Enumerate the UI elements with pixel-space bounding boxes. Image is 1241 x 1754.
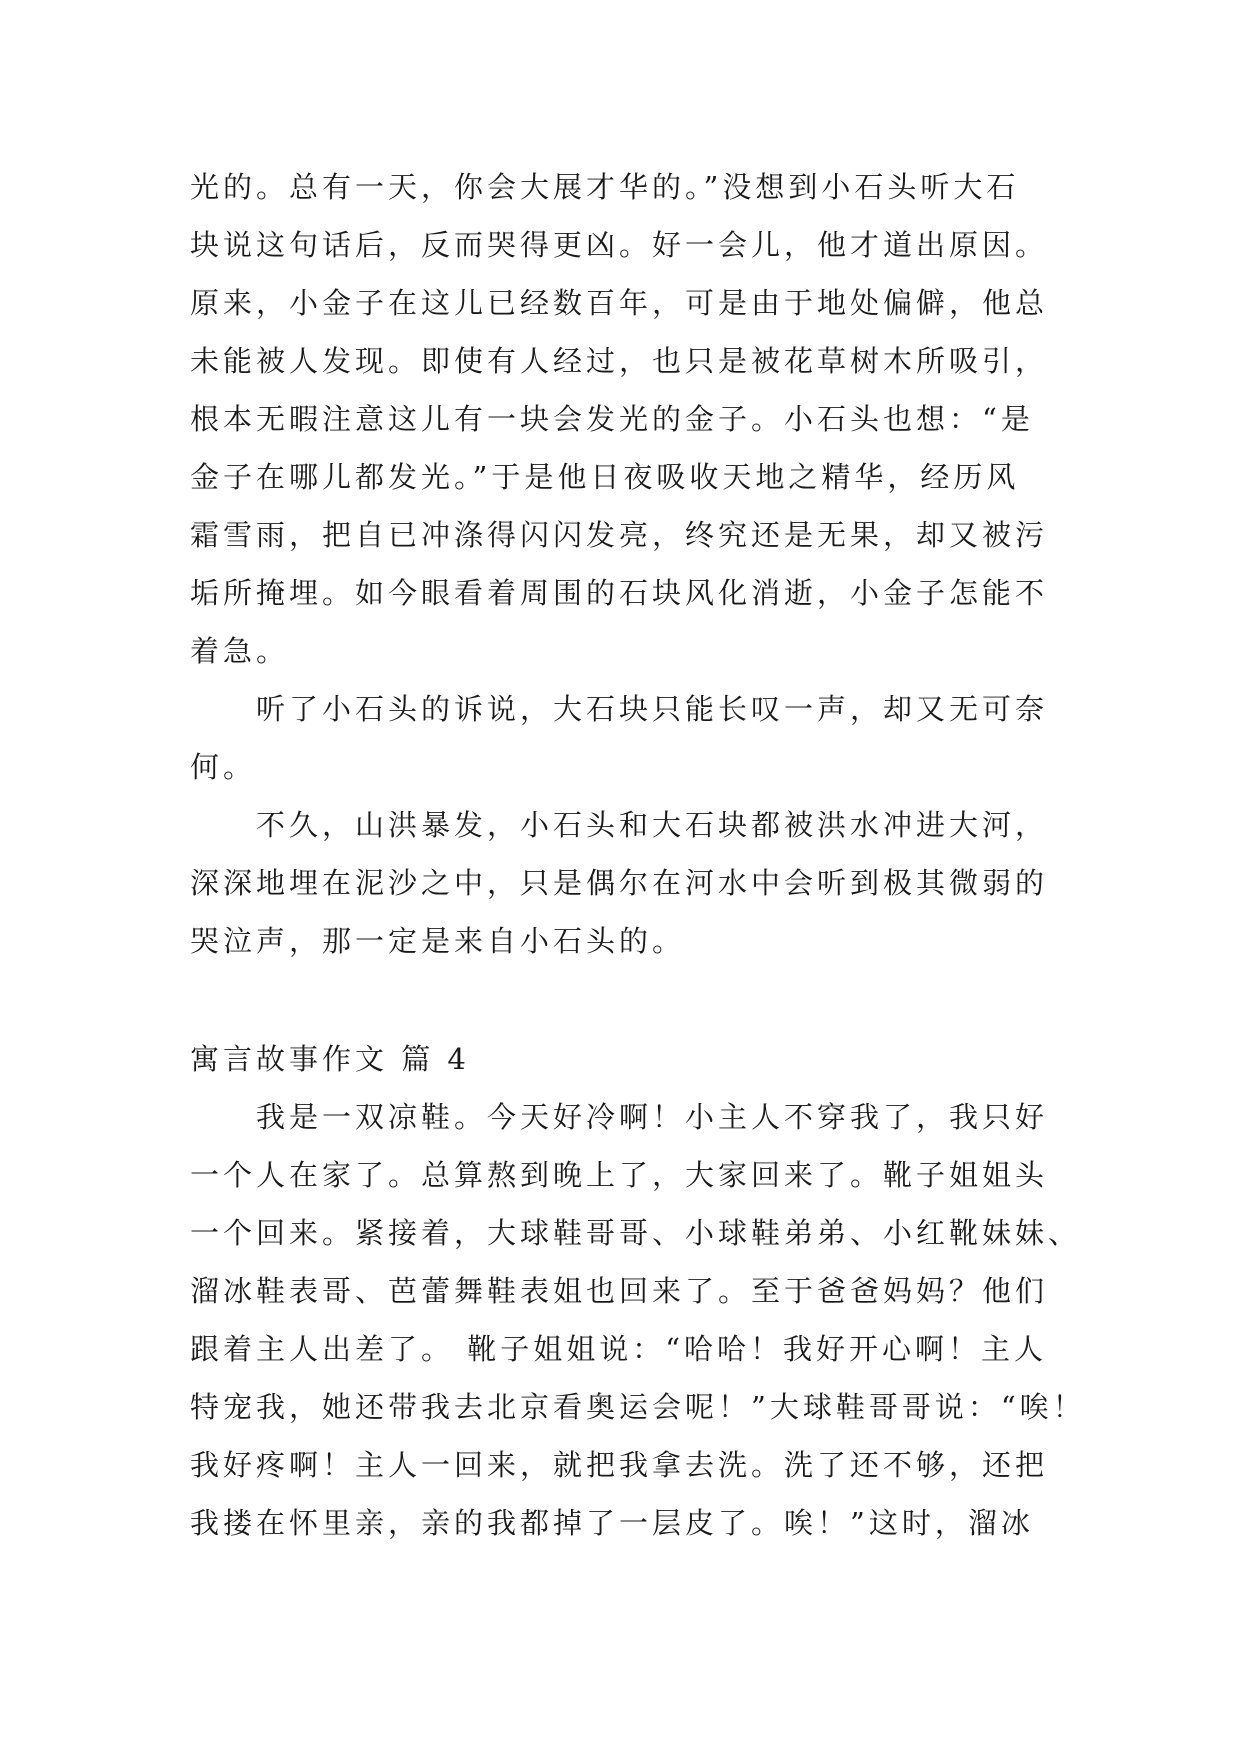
section-heading-block	[190, 1030, 1070, 1088]
text-line: 何。	[190, 750, 257, 784]
paragraph-start-line: 听了小石头的诉说，大石块只能长叹一声，却又无可奈	[256, 692, 1049, 726]
text-line: 哭泣声，那一定是来自小石头的。	[190, 924, 686, 958]
text-line: 光的。总有一天，你会大展才华的。”没想到小石头听大石	[190, 170, 1020, 204]
paragraph-start-line: 不久，山洪暴发，小石头和大石块都被洪水冲进大河，	[256, 808, 1049, 842]
text-line: 霜雪雨，把自已冲涤得闪闪发亮，终究还是无果，却又被污	[190, 518, 1049, 552]
text-line: 跟着主人出差了。 靴子姐姐说：“哈哈！我好开心啊！主人	[190, 1332, 1048, 1366]
section-heading: 寓言故事作文 篇 4	[190, 1042, 470, 1076]
text-line: 块说这句话后，反而哭得更凶。好一会儿，他才道出原因。	[190, 228, 1049, 262]
text-line: 原来，小金子在这儿已经数百年，可是由于地处偏僻，他总	[190, 286, 1049, 320]
text-line: 一个人在家了。总算熬到晚上了，大家回来了。靴子姐姐头	[190, 1158, 1049, 1192]
text-line: 特宠我，她还带我去北京看奥运会呢！”大球鞋哥哥说：“唉！	[190, 1390, 1086, 1424]
story-4-body	[190, 1088, 1086, 1552]
paragraph-start-line: 我是一双凉鞋。今天好冷啊！小主人不穿我了，我只好	[256, 1100, 1049, 1134]
text-line: 一个回来。紧接着，大球鞋哥哥、小球鞋弟弟、小红靴妹妹、	[190, 1216, 1082, 1250]
text-line: 金子在哪儿都发光。”于是他日夜吸收天地之精华，经历风	[190, 460, 1020, 494]
text-line: 我好疼啊！主人一回来，就把我拿去洗。洗了还不够，还把	[190, 1448, 1049, 1482]
text-line: 溜冰鞋表哥、芭蕾舞鞋表姐也回来了。至于爸爸妈妈？他们	[190, 1274, 1049, 1308]
text-line: 垢所掩埋。如今眼看着周围的石块风化消逝，小金子怎能不	[190, 576, 1049, 610]
text-line: 我搂在怀里亲，亲的我都掉了一层皮了。唉！”这时，溜冰	[190, 1506, 1034, 1540]
text-line: 根本无暇注意这儿有一块会发光的金子。小石头也想：“是	[190, 402, 1034, 436]
text-line: 着急。	[190, 634, 290, 668]
text-line: 深深地埋在泥沙之中，只是偶尔在河水中会听到极其微弱的	[190, 866, 1049, 900]
story-3-ending	[190, 158, 1070, 970]
text-line: 未能被人发现。即使有人经过，也只是被花草树木所吸引，	[190, 344, 1049, 378]
